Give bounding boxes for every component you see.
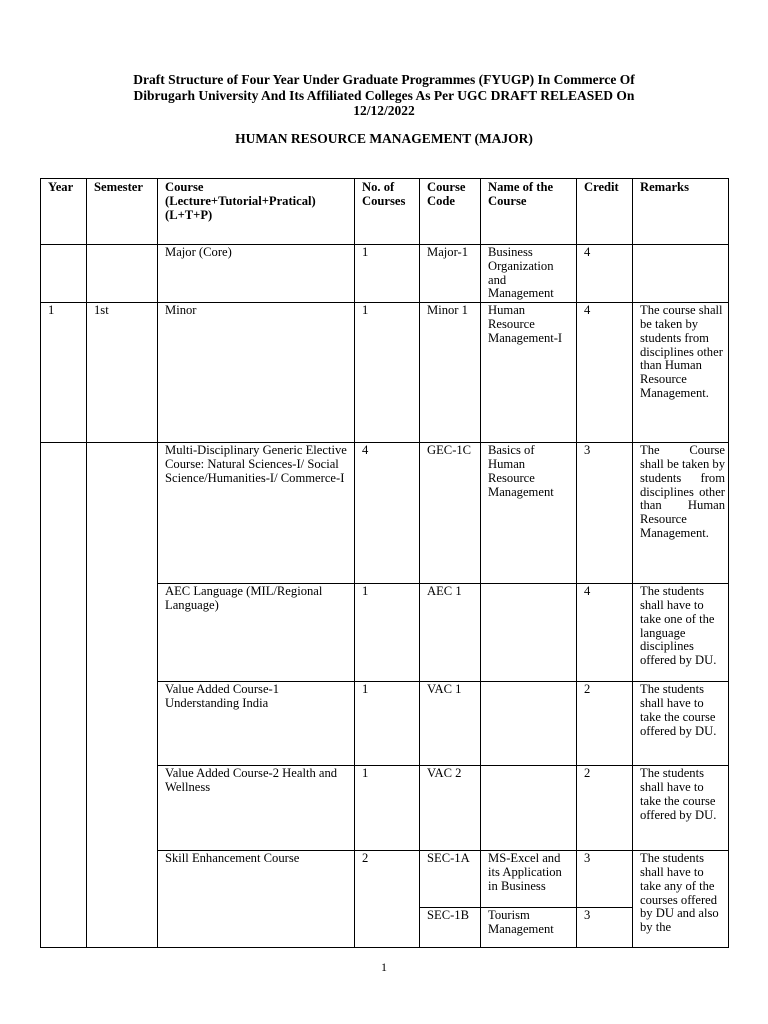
course-cell: Skill Enhancement Course: [158, 851, 355, 948]
no-courses-cell: 4: [355, 443, 420, 584]
no-courses-cell: 1: [355, 766, 420, 851]
semester-cell-empty: [87, 245, 158, 303]
remarks-cell: The students shall have to take any of the courses offered by DU and also by the: [633, 851, 729, 948]
credit-cell: 3: [577, 908, 633, 948]
col-header-year: Year: [41, 179, 87, 245]
course-code-cell: VAC 1: [420, 682, 481, 766]
col-header-credit: Credit: [577, 179, 633, 245]
course-name-cell: Basics of Human Resource Management: [481, 443, 577, 584]
credit-cell: 4: [577, 584, 633, 682]
credit-cell: 2: [577, 682, 633, 766]
no-courses-cell: 1: [355, 682, 420, 766]
col-header-course-code: Course Code: [420, 179, 481, 245]
course-name-cell: Human Resource Management-I: [481, 303, 577, 443]
no-courses-cell: 2: [355, 851, 420, 948]
remarks-cell: The students shall have to take the course offered by DU.: [633, 766, 729, 851]
title-line-2: Dibrugarh University And Its Affiliated Colleges As Per UGC DRAFT RELEASED On: [133, 87, 635, 103]
page-number: 1: [381, 960, 387, 974]
no-courses-cell: 1: [355, 303, 420, 443]
semester-cell: 1st: [87, 303, 158, 443]
col-header-remarks: Remarks: [633, 179, 729, 245]
remarks-cell: The students shall have to take the course offered by DU.: [633, 682, 729, 766]
credit-cell: 2: [577, 766, 633, 851]
title-line-3: 12/12/2022: [353, 103, 415, 118]
course-cell: Major (Core): [158, 245, 355, 303]
table-row: [41, 443, 729, 584]
no-courses-cell: 1: [355, 584, 420, 682]
year-cell: 1: [41, 303, 87, 443]
semester-cell-continued: [87, 443, 158, 948]
table-header-row: [41, 179, 729, 245]
course-cell: Multi-Disciplinary Generic Elective Course: Natural Sciences-I/ Social Science/Humanities-I/ Commerce-I: [158, 443, 355, 584]
course-cell: Value Added Course-1 Understanding India: [158, 682, 355, 766]
course-name-cell: Business Organization and Management: [481, 245, 577, 303]
col-header-course-name: Name of the Course: [481, 179, 577, 245]
col-header-course: Course (Lecture+Tutorial+Pratical) (L+T+P): [158, 179, 355, 245]
course-code-cell: SEC-1A: [420, 851, 481, 908]
table-row: [41, 245, 729, 303]
remarks-cell: The Course shall be taken by students from disciplines other than Human Resource Management.: [633, 443, 729, 584]
remarks-cell: [633, 245, 729, 303]
course-code-cell: AEC 1: [420, 584, 481, 682]
credit-cell: 4: [577, 245, 633, 303]
course-name-cell: [481, 766, 577, 851]
no-courses-cell: 1: [355, 245, 420, 303]
course-name-cell: Tourism Management: [481, 908, 577, 948]
course-code-cell: Major-1: [420, 245, 481, 303]
course-name-cell: [481, 682, 577, 766]
course-structure-table: [40, 178, 729, 948]
credit-cell: 3: [577, 443, 633, 584]
year-cell-continued: [41, 443, 87, 948]
col-header-semester: Semester: [87, 179, 158, 245]
course-code-cell: GEC-1C: [420, 443, 481, 584]
course-name-cell: [481, 584, 577, 682]
table-row: [41, 303, 729, 443]
course-code-cell: Minor 1: [420, 303, 481, 443]
course-code-cell: VAC 2: [420, 766, 481, 851]
course-name-cell: MS-Excel and its Application in Business: [481, 851, 577, 908]
course-cell: Value Added Course-2 Health and Wellness: [158, 766, 355, 851]
remarks-cell: The course shall be taken by students from disciplines other than Human Resource Management.: [633, 303, 729, 443]
course-cell: Minor: [158, 303, 355, 443]
document-subtitle: HUMAN RESOURCE MANAGEMENT (MAJOR): [235, 131, 533, 146]
course-cell: AEC Language (MIL/Regional Language): [158, 584, 355, 682]
remarks-cell: The students shall have to take one of the language disciplines offered by DU.: [633, 584, 729, 682]
year-cell-empty: [41, 245, 87, 303]
credit-cell: 3: [577, 851, 633, 908]
document-title: [60, 72, 708, 119]
title-line-1: Draft Structure of Four Year Under Graduate Programmes (FYUGP) In Commerce Of: [133, 72, 635, 87]
course-code-cell: SEC-1B: [420, 908, 481, 948]
credit-cell: 4: [577, 303, 633, 443]
col-header-no-courses: No. of Courses: [355, 179, 420, 245]
